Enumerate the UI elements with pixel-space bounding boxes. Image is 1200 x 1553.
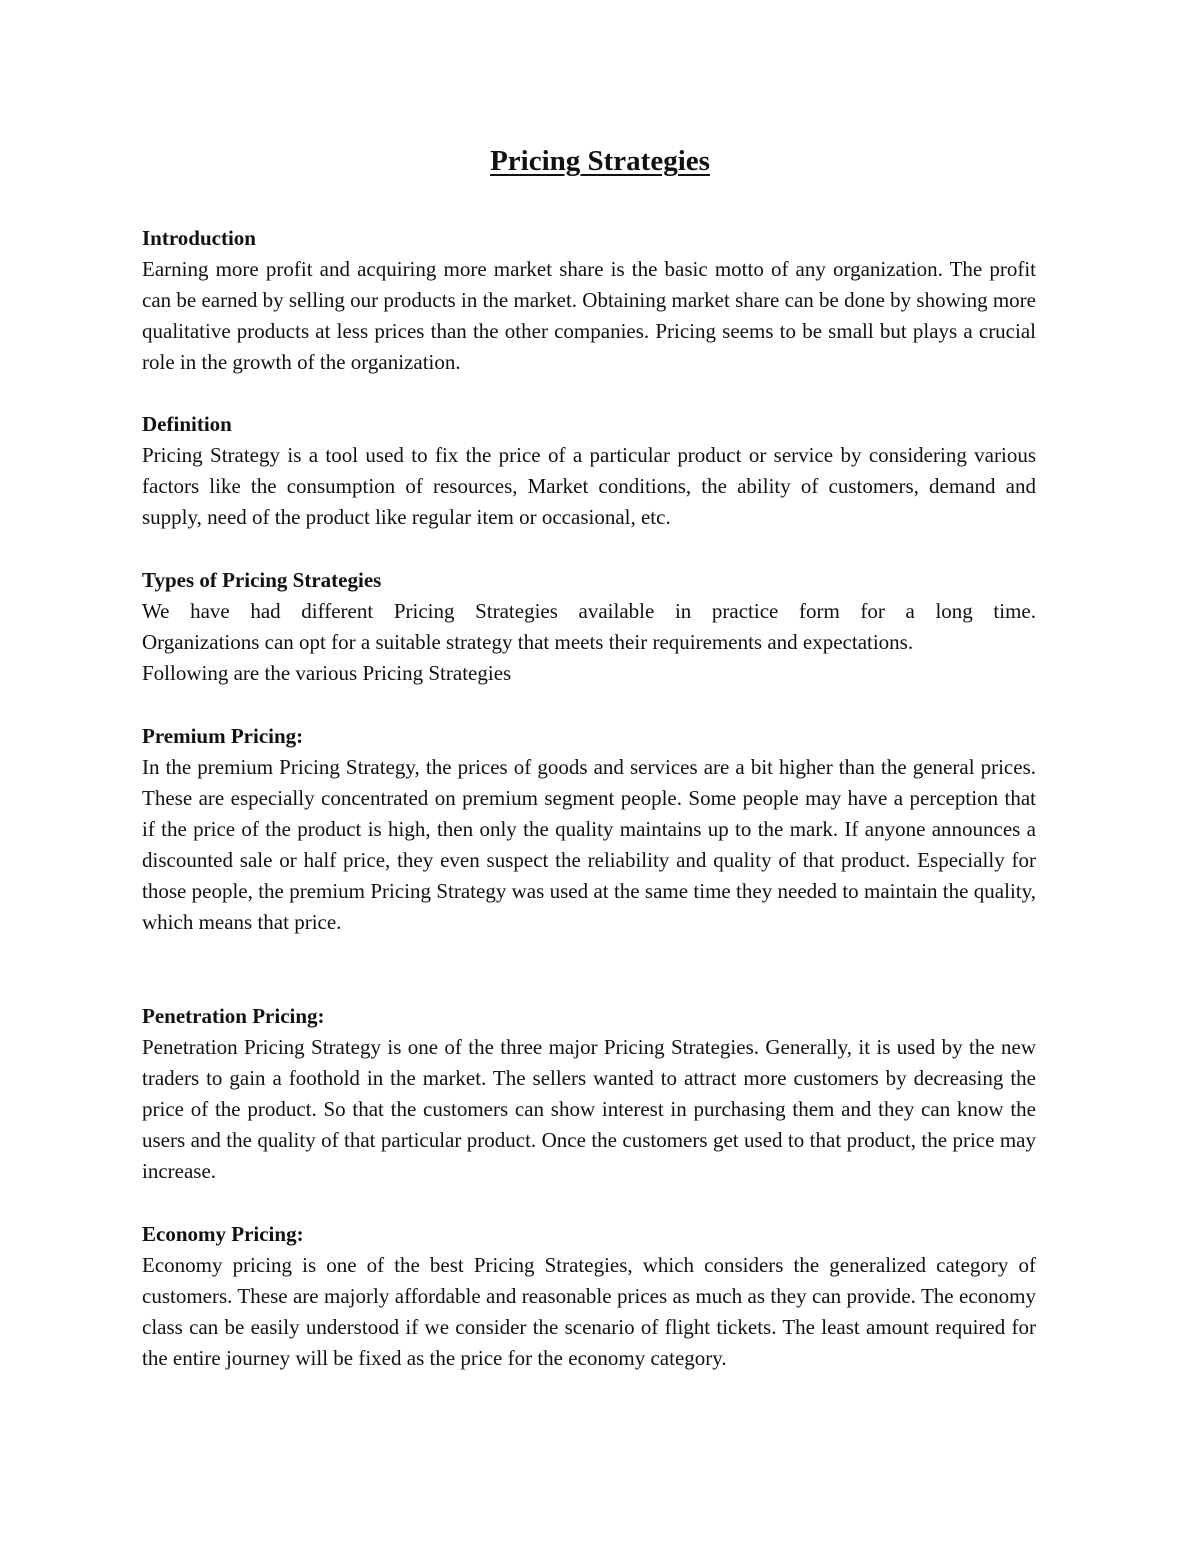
section-body: Earning more profit and acquiring more market share is the basic motto of any organization. The profit can be earned by selling our products in the market. Obtaining market share can be done by showing more qualitative products at less prices than the other companies. Pricing seems to be small but plays a crucial role in the growth of the organization. bbox=[142, 257, 1036, 374]
section-body: We have had different Pricing Strategies available in practice form for a long time. bbox=[142, 599, 1036, 623]
section-introduction bbox=[142, 223, 1036, 378]
section-body: In the premium Pricing Strategy, the prices of goods and services are a bit higher than the general prices. These are especially concentrated on premium segment people. Some people may have a perception that if the price of the product is high, then only the quality maintains up to the mark. If anyone announces a discounted sale or half price, they even suspect the reliability and quality of that product. Especially for those people, the premium Pricing Strategy was used at the same time they needed to maintain the quality, which means that price. bbox=[142, 755, 1036, 934]
section-definition bbox=[142, 409, 1036, 533]
section-body-line: Organizations can opt for a suitable strategy that meets their requirements and expectations. bbox=[142, 630, 914, 654]
section-body: Penetration Pricing Strategy is one of the three major Pricing Strategies. Generally, it is used by the new traders to gain a foothold in the market. The sellers wanted to attract more customers by decreasing the price of the product. So that the customers can show interest in purchasing them and they can know the users and the quality of that particular product. Once the customers get used to that product, the price may increase. bbox=[142, 1035, 1036, 1183]
section-heading: Economy Pricing: bbox=[142, 1222, 304, 1246]
section-heading: Introduction bbox=[142, 226, 256, 250]
section-heading: Penetration Pricing: bbox=[142, 1004, 325, 1028]
section-body: Economy pricing is one of the best Pricing Strategies, which considers the generalized category of customers. These are majorly affordable and reasonable prices as much as they can provide. The economy class can be easily understood if we consider the scenario of flight tickets. The least amount required for the entire journey will be fixed as the price for the economy category. bbox=[142, 1253, 1036, 1370]
section-heading: Types of Pricing Strategies bbox=[142, 568, 382, 592]
section-body: Pricing Strategy is a tool used to fix the price of a particular product or service by considering various factors like the consumption of resources, Market conditions, the ability of customers, demand and supply, need of the product like regular item or occasional, etc. bbox=[142, 443, 1036, 529]
section-premium-pricing bbox=[142, 721, 1036, 938]
section-types-of-pricing-strategies bbox=[142, 565, 1036, 689]
page-title: Pricing Strategies bbox=[490, 145, 710, 177]
section-economy-pricing bbox=[142, 1219, 1036, 1374]
section-heading: Definition bbox=[142, 412, 232, 436]
section-penetration-pricing bbox=[142, 1001, 1036, 1187]
section-body-line: Following are the various Pricing Strategies bbox=[142, 661, 512, 685]
section-heading: Premium Pricing: bbox=[142, 724, 304, 748]
